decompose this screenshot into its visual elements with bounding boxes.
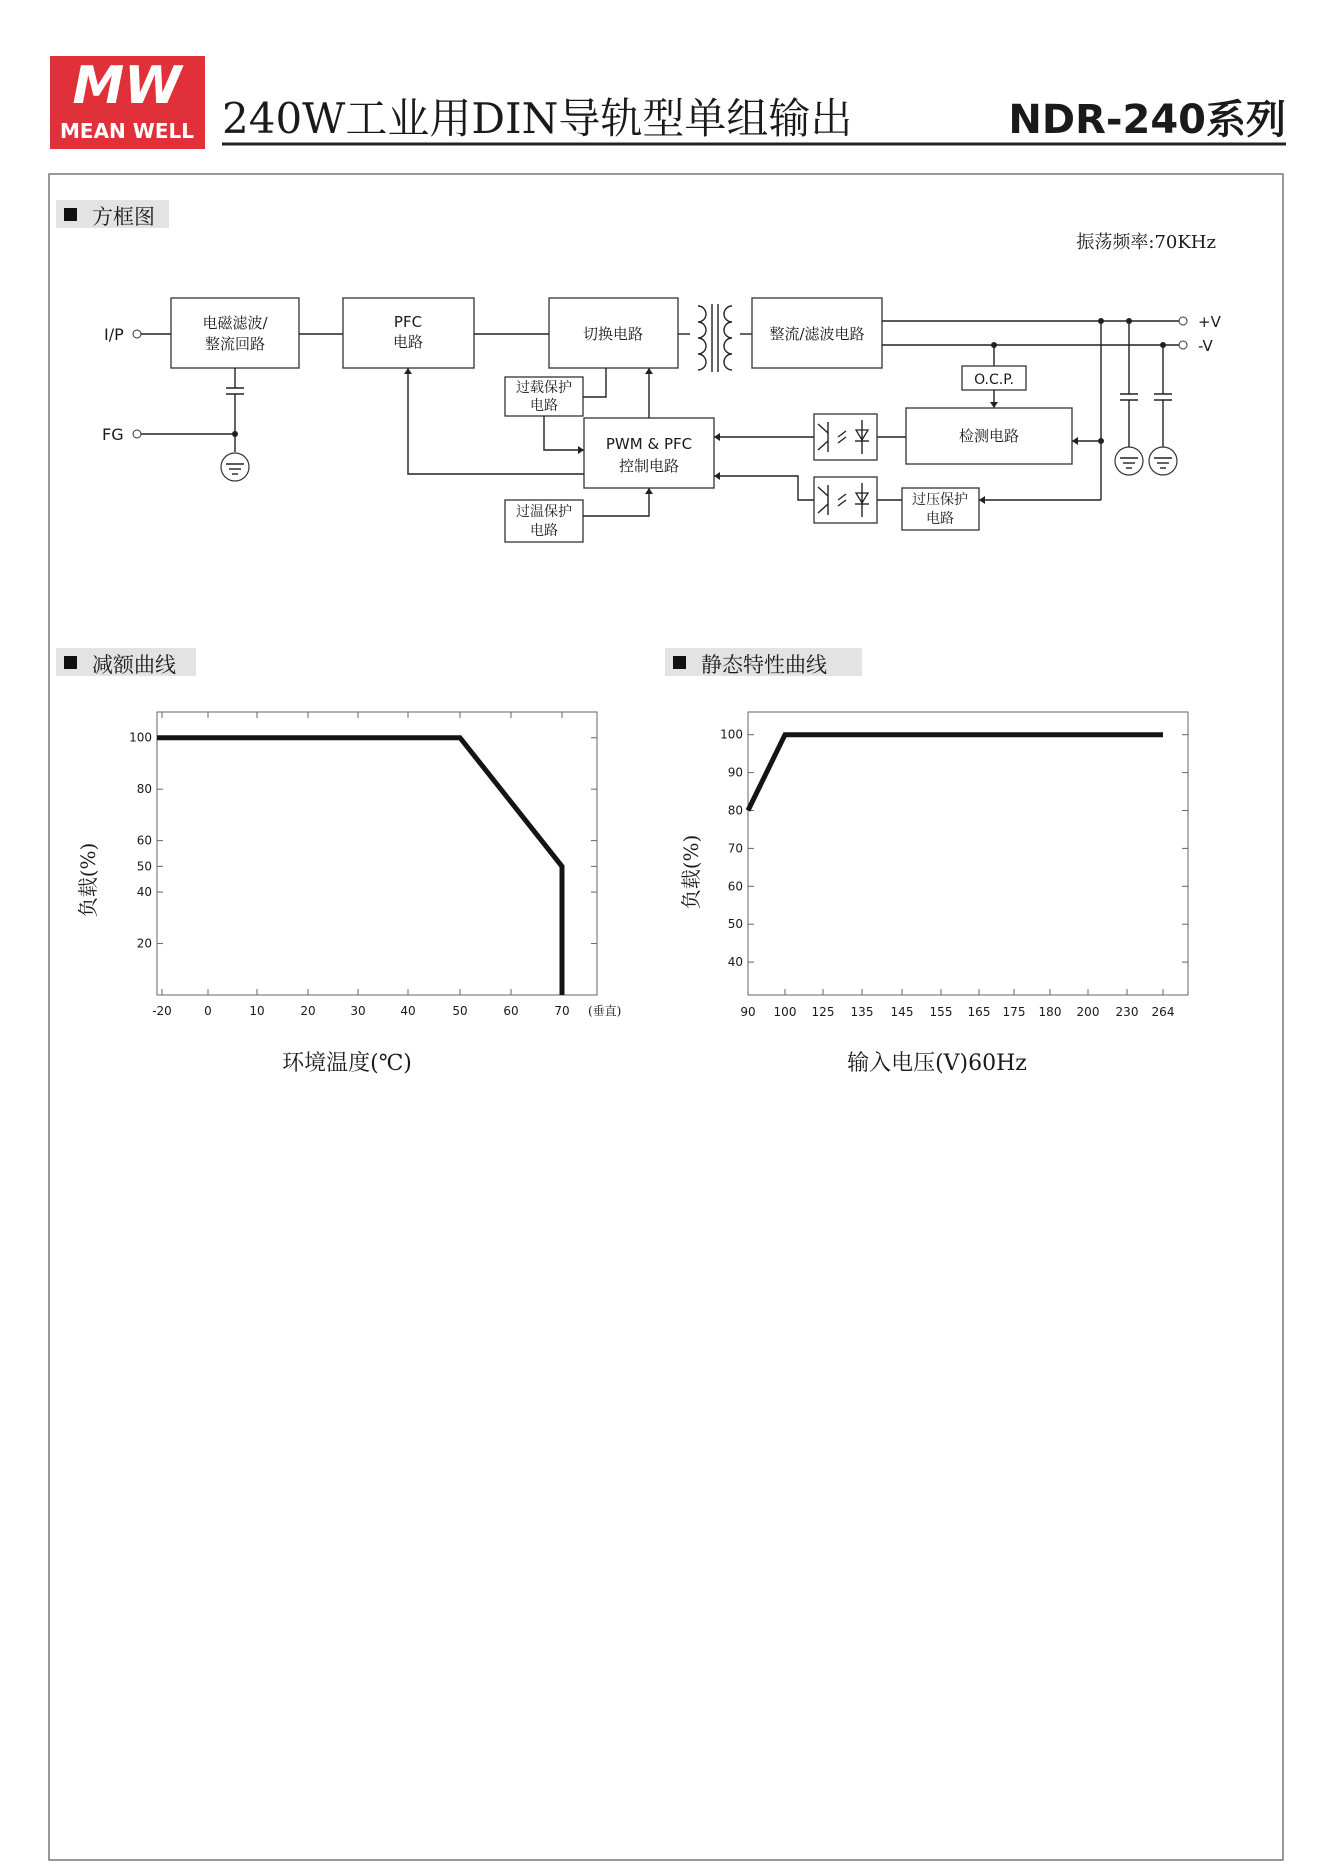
ovp-label-1: 过压保护 (912, 492, 968, 508)
fg-label: FG (102, 425, 124, 444)
otp-label-2: 电路 (530, 523, 558, 539)
x-tick-label: 230 (1115, 1005, 1139, 1019)
ground-icon (1149, 447, 1177, 475)
static-chart (720, 712, 1188, 1019)
x-tick-label: 30 (350, 1004, 366, 1018)
series-name: NDR-240系列 (1008, 97, 1286, 143)
x-tick-label: 20 (300, 1004, 316, 1018)
derating-curve (157, 738, 562, 995)
y-tick-label: 50 (727, 917, 743, 932)
section-title: 方框图 (92, 205, 155, 229)
fg-terminal (133, 430, 141, 438)
pfc-label-1: PFC (393, 313, 423, 331)
x-tick-label: 125 (811, 1005, 835, 1019)
derating-xlabel: 环境温度(℃) (282, 1051, 412, 1076)
derating-chart (129, 712, 597, 1018)
x-tick-label: 40 (400, 1004, 416, 1018)
emi-label-1: 电磁滤波/ (202, 314, 268, 332)
static-ylabel: 负载(%) (679, 834, 703, 910)
ocp-label: O.C.P. (974, 372, 1014, 388)
x-tick-label: 70 (554, 1004, 570, 1018)
olp-label-2: 电路 (530, 398, 558, 414)
detection-label: 检测电路 (958, 427, 1020, 445)
vminus-terminal (1179, 341, 1187, 349)
static-xlabel: 输入电压(V)60Hz (847, 1051, 1027, 1076)
vplus-label: +V (1198, 313, 1221, 331)
pwm-label-1: PWM & PFC (605, 435, 693, 453)
section-derating (56, 648, 196, 677)
otp-label-1: 过温保护 (516, 504, 572, 520)
transformer-icon (698, 304, 732, 372)
x-tick-label: 0 (204, 1004, 212, 1018)
oscillation-frequency: 振荡频率:70KHz (1076, 232, 1216, 253)
y-tick-label: 60 (136, 833, 152, 848)
plot-area (748, 712, 1188, 995)
y-tick-label: 20 (136, 936, 152, 951)
pfc-label-2: 电路 (392, 333, 424, 351)
y-tick-label: 60 (727, 879, 743, 894)
derating-x-note: (垂直) (588, 1004, 622, 1018)
pwm-label-2: 控制电路 (618, 457, 680, 475)
y-tick-label: 70 (727, 841, 743, 856)
plot-area (157, 712, 597, 995)
section-title: 静态特性曲线 (701, 653, 827, 677)
x-tick-label: 180 (1038, 1005, 1062, 1019)
static-curve (748, 735, 1163, 811)
section-static (665, 648, 862, 677)
vplus-terminal (1179, 317, 1187, 325)
y-tick-label: 100 (129, 730, 152, 745)
ground-icon (221, 453, 249, 481)
ip-label: I/P (104, 325, 124, 344)
x-tick-label: 100 (773, 1005, 797, 1019)
y-tick-label: 40 (727, 955, 743, 970)
x-tick-label: 165 (967, 1005, 991, 1019)
x-tick-label: 50 (452, 1004, 468, 1018)
rectifier-label: 整流/滤波电路 (769, 325, 865, 343)
logo-text: MEAN WELL (60, 119, 194, 143)
x-tick-label: -20 (152, 1004, 172, 1018)
logo-mark: MW (72, 56, 182, 116)
optocoupler-icon (814, 414, 877, 460)
x-tick-label: 200 (1076, 1005, 1100, 1019)
x-tick-label: 60 (503, 1004, 519, 1018)
y-tick-label: 80 (136, 782, 152, 797)
x-tick-label: 264 (1151, 1005, 1175, 1019)
emi-label-2: 整流回路 (204, 335, 266, 353)
ovp-label-2: 电路 (926, 511, 954, 527)
x-tick-label: 175 (1002, 1005, 1026, 1019)
y-tick-label: 90 (727, 765, 743, 780)
pwm-pfc-control-block (584, 418, 714, 488)
vminus-label: -V (1198, 337, 1213, 355)
ground-icon (1115, 447, 1143, 475)
ip-terminal (133, 330, 141, 338)
x-tick-label: 10 (249, 1004, 265, 1018)
emi-filter-block (171, 298, 299, 368)
olp-label-1: 过载保护 (516, 380, 572, 396)
y-tick-label: 80 (727, 803, 743, 818)
section-title: 减额曲线 (92, 653, 176, 677)
page-title: 240W工业用DIN导轨型单组输出 (222, 94, 853, 143)
y-tick-label: 50 (136, 859, 152, 874)
y-tick-label: 100 (720, 727, 743, 742)
x-tick-label: 90 (740, 1005, 756, 1019)
switching-label: 切换电路 (582, 325, 644, 343)
mean-well-logo (50, 56, 205, 149)
x-tick-label: 135 (850, 1005, 874, 1019)
derating-ylabel: 负载(%) (76, 842, 100, 918)
section-block-diagram (56, 200, 169, 229)
y-tick-label: 40 (136, 885, 152, 900)
x-tick-label: 155 (929, 1005, 953, 1019)
x-tick-label: 145 (890, 1005, 914, 1019)
block-diagram (102, 298, 1222, 542)
optocoupler-icon (814, 477, 877, 523)
